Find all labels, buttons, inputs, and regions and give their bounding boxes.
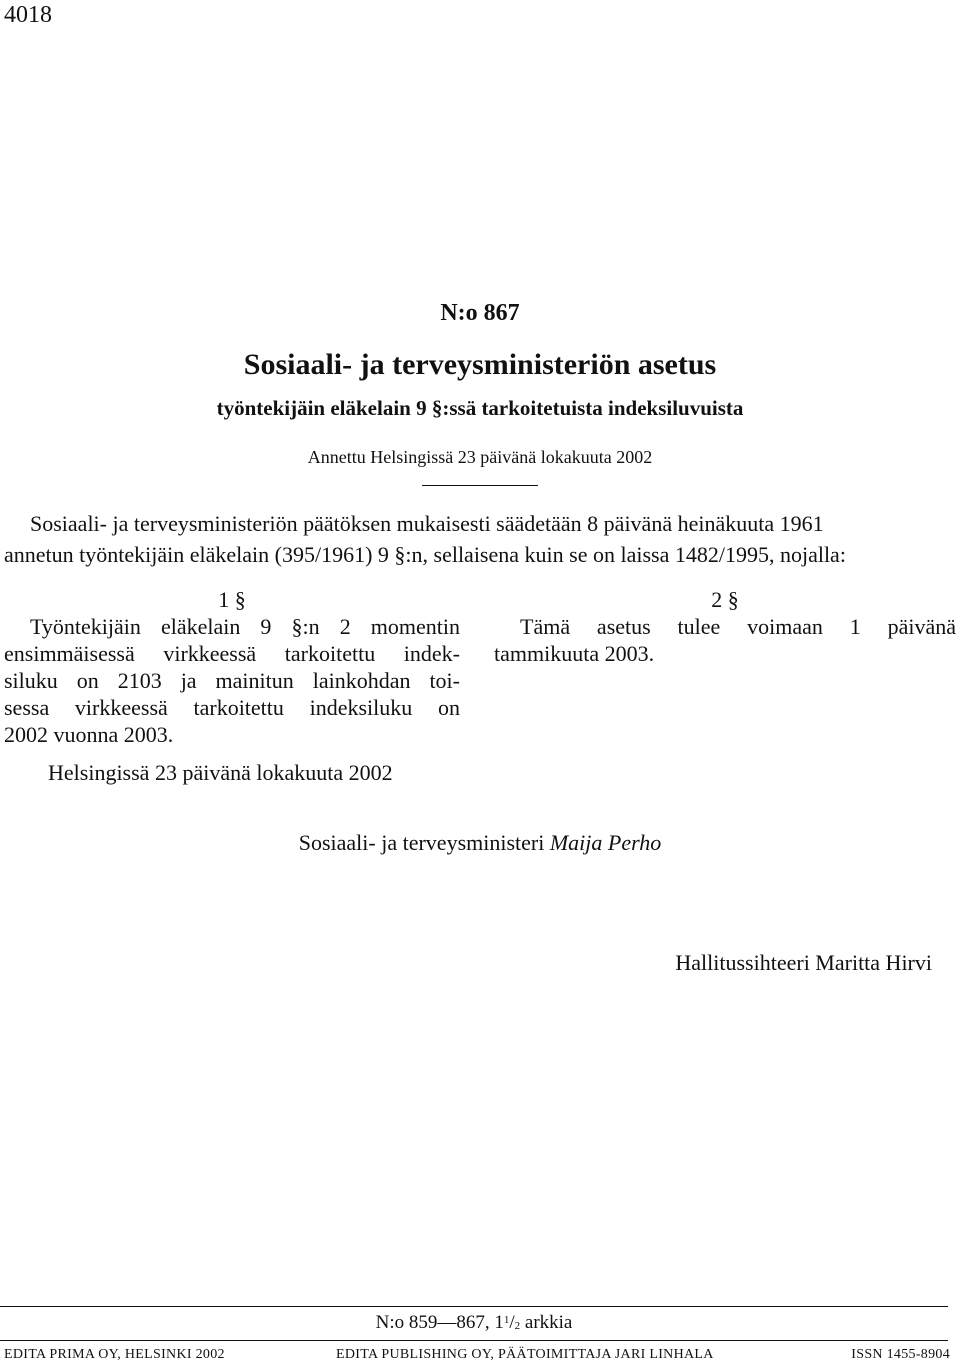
section-text-line: ensimmäisessä virkkeessä tarkoitettu indek- xyxy=(4,641,460,666)
document-title: Sosiaali- ja terveysministeriön asetus xyxy=(243,348,717,381)
section-heading: 1 § xyxy=(218,587,246,612)
section-text-line: sessa virkkeessä tarkoitettu indeksiluku on xyxy=(4,695,460,720)
minister-signature xyxy=(0,830,960,856)
footer-issn: ISSN 1455-8904 xyxy=(851,1347,950,1362)
section-text-line: tammikuuta 2003. xyxy=(494,641,655,666)
section-text-line: Tämä asetus tulee voimaan 1 päivänä xyxy=(520,614,956,639)
section-text-line: siluku on 2103 ja mainitun lainkohdan toi- xyxy=(4,668,460,693)
section-text-line: Työntekijäin eläkelain 9 §:n 2 momentin xyxy=(30,614,460,639)
document-subtitle: työntekijäin eläkelain 9 §:ssä tarkoitetuista indeksiluvuista xyxy=(216,396,744,420)
section-1 xyxy=(4,586,460,748)
secretary-signature: Hallitussihteeri Maritta Hirvi xyxy=(675,950,932,975)
minister-name: Maija Perho xyxy=(549,830,662,855)
title-divider xyxy=(422,485,538,486)
preamble-line: annetun työntekijäin eläkelain (395/1961) 9 §:n, sellaisena kuin se on laissa 1482/1995, nojalla: xyxy=(4,542,846,567)
footer-printer: EDITA PRIMA OY, HELSINKI 2002 xyxy=(4,1347,225,1362)
preamble-line: Sosiaali- ja terveysministeriön päätöksen mukaisesti säädetään 8 päivänä heinäkuuta 1961 xyxy=(30,511,824,536)
issued-date: Annettu Helsingissä 23 päivänä lokakuuta 2002 xyxy=(307,447,653,467)
place-date: Helsingissä 23 päivänä lokakuuta 2002 xyxy=(48,760,393,785)
sheet-count-prefix: N:o 859—867, 1 xyxy=(375,1312,504,1333)
act-number: N:o 867 xyxy=(440,300,520,326)
minister-title: Sosiaali- ja terveysministeri xyxy=(298,830,545,855)
footer-divider xyxy=(0,1306,948,1307)
section-text-line: 2002 vuonna 2003. xyxy=(4,722,174,747)
section-heading: 2 § xyxy=(711,587,739,612)
sheet-count-suffix: arkkia xyxy=(524,1312,573,1333)
page-number: 4018 xyxy=(4,2,52,28)
preamble xyxy=(4,508,956,570)
footer-divider xyxy=(0,1340,948,1341)
footer-publisher: EDITA PUBLISHING OY, PÄÄTOIMITTAJA JARI LINHALA xyxy=(336,1347,714,1362)
fraction-numerator: 1 xyxy=(503,1314,510,1326)
fraction-denominator: 2 xyxy=(514,1320,521,1332)
section-2 xyxy=(494,586,956,667)
sheet-count: N:o 859—867, $1^1/_2$ arkkia xyxy=(375,1312,573,1333)
